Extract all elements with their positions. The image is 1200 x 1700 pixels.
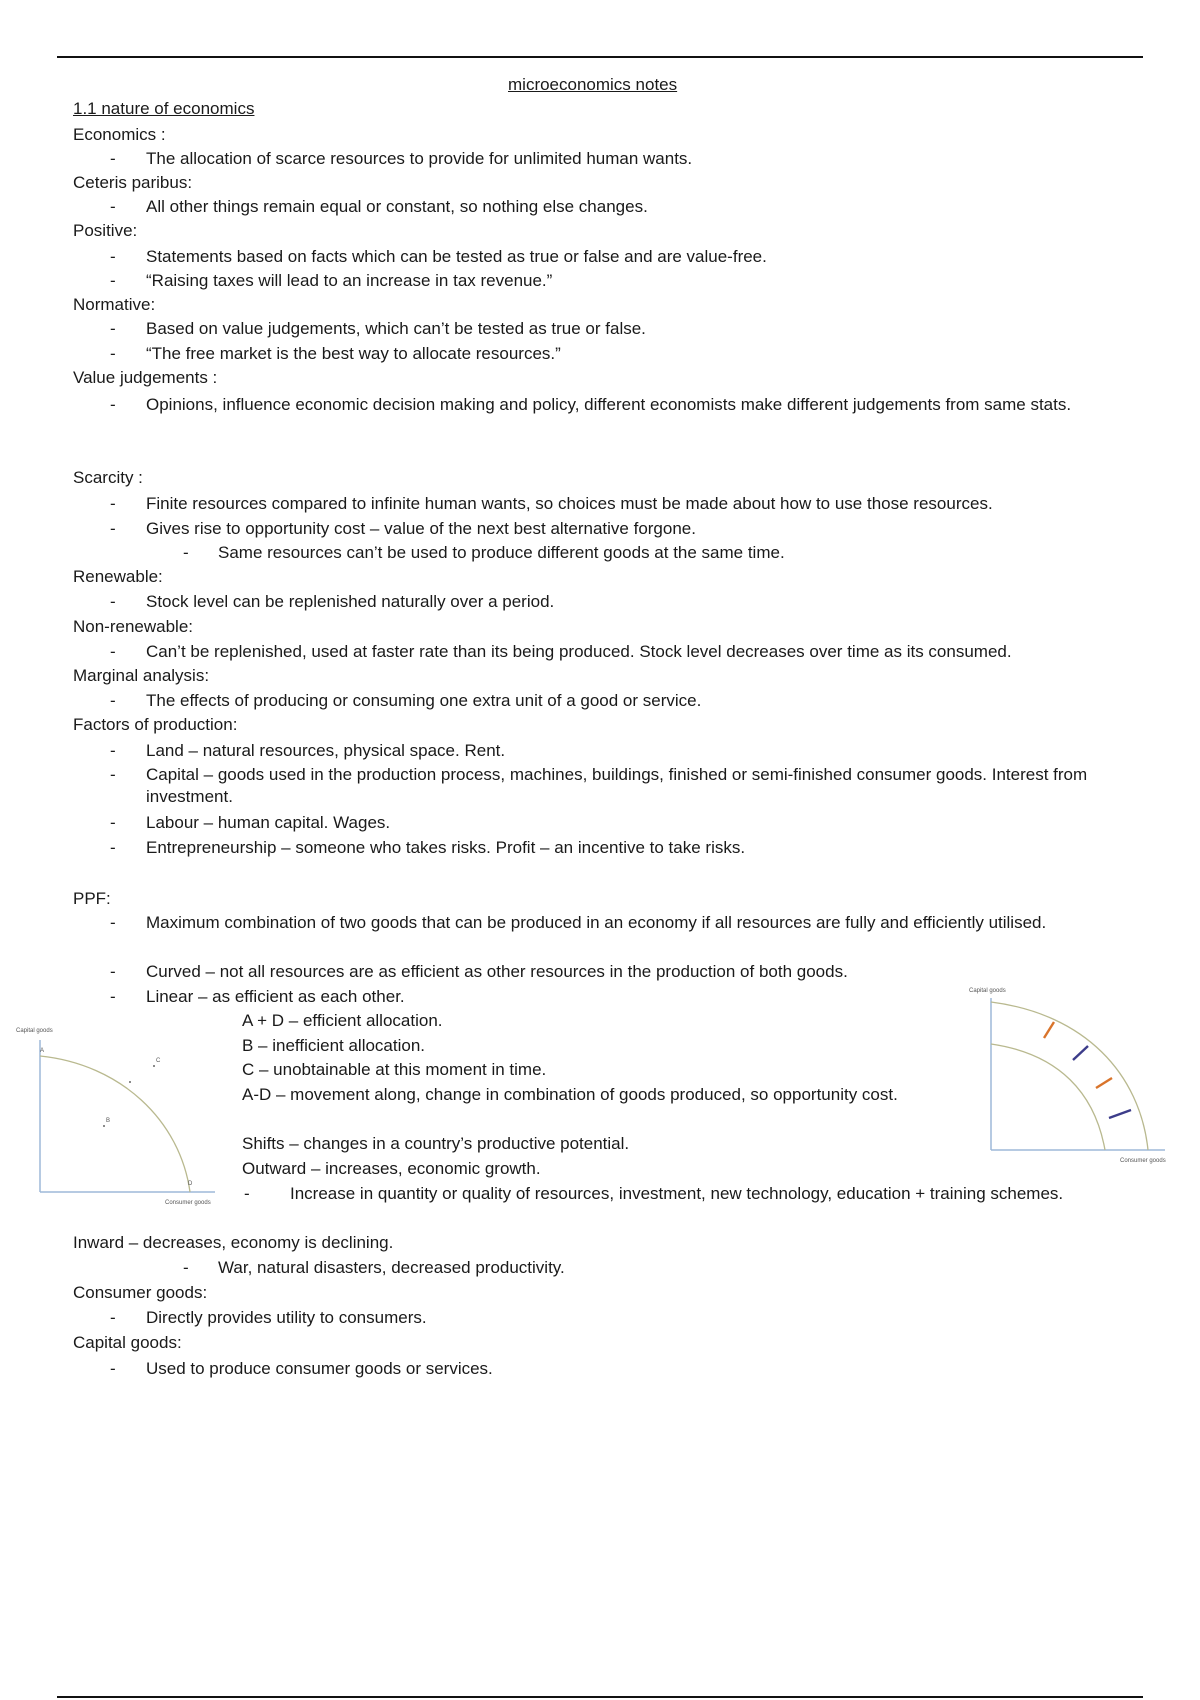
value-point-1: Opinions, influence economic decision making and policy, different economists make different judgements from same stats. (146, 395, 1072, 414)
bullet-dash: - (110, 494, 116, 513)
ppf-inner-curve (991, 1044, 1105, 1150)
bullet-dash: - (110, 691, 116, 710)
bullet-dash: - (110, 395, 116, 414)
ppf-movement: A-D – movement along, change in combination of goods produced, so opportunity cost. (242, 1085, 898, 1104)
ppf-point-curved: Curved – not all resources are as efficient as other resources in the production of both goods. (146, 962, 848, 981)
capital-point-1: Used to produce consumer goods or services. (146, 1359, 493, 1378)
bullet-dash: - (110, 642, 116, 661)
ppf-inward-detail: War, natural disasters, decreased productivity. (218, 1258, 565, 1277)
normative-point-2: “The free market is the best way to allocate resources.” (146, 344, 561, 363)
bullet-dash: - (110, 765, 116, 784)
scarcity-point-1: Finite resources compared to infinite human wants, so choices must be made about how to use those resources. (146, 494, 993, 513)
scarcity-point-2: Gives rise to opportunity cost – value of the next best alternative forgone. (146, 519, 696, 538)
bullet-dash: - (110, 149, 116, 168)
term-economics: Economics : (73, 125, 166, 144)
bullet-dash: - (110, 741, 116, 760)
point-a-label: A (40, 1048, 45, 1054)
ppf-shifts: Shifts – changes in a country’s productive potential. (242, 1134, 630, 1153)
term-marginal-analysis: Marginal analysis: (73, 666, 210, 685)
page-title: microeconomics notes (508, 75, 678, 94)
term-normative: Normative: (73, 295, 156, 314)
term-factors: Factors of production: (73, 715, 238, 734)
point-c (153, 1065, 155, 1067)
bullet-dash: - (110, 962, 116, 981)
def-ceteris: All other things remain equal or constant, so nothing else changes. (146, 197, 648, 216)
ppf-outward: Outward – increases, economic growth. (242, 1159, 541, 1178)
right-x-axis-label: Consumer goods (1120, 1158, 1166, 1164)
term-consumer-goods: Consumer goods: (73, 1283, 208, 1302)
shift-arrow-purple-1 (1073, 1046, 1088, 1060)
ppf-c: C – unobtainable at this moment in time. (242, 1060, 547, 1079)
scarcity-point-3: Same resources can’t be used to produce different goods at the same time. (218, 543, 785, 562)
bullet-dash: - (110, 1359, 116, 1378)
top-rule (57, 56, 1143, 58)
bullet-dash: - (110, 913, 116, 932)
ppf-outer-curve (991, 1002, 1148, 1150)
term-scarcity: Scarcity : (73, 468, 143, 487)
bullet-dash: - (110, 519, 116, 538)
factors-point-labour: Labour – human capital. Wages. (146, 813, 391, 832)
shift-arrow-orange-1 (1044, 1022, 1054, 1038)
section-heading: 1.1 nature of economics (73, 99, 255, 118)
term-capital-goods: Capital goods: (73, 1333, 182, 1352)
ppf-point-linear: Linear – as efficient as each other. (146, 987, 405, 1006)
left-x-axis-label: Consumer goods (165, 1200, 211, 1206)
ppf-outward-detail: Increase in quantity or quality of resources, investment, new technology, education + training schemes. (290, 1184, 1064, 1203)
term-non-renewable: Non-renewable: (73, 617, 194, 636)
term-positive: Positive: (73, 221, 138, 240)
point-mid (129, 1081, 131, 1083)
bullet-dash: - (110, 247, 116, 266)
bullet-dash: - (183, 1258, 189, 1277)
normative-point-1: Based on value judgements, which can’t be tested as true or false. (146, 319, 646, 338)
bottom-rule (57, 1696, 1143, 1698)
shift-arrow-purple-2 (1109, 1110, 1131, 1118)
point-c-label: C (156, 1058, 161, 1064)
shift-arrow-orange-2 (1096, 1078, 1112, 1088)
right-y-axis-label: Capital goods (969, 988, 1006, 994)
term-ppf: PPF: (73, 889, 111, 908)
bullet-dash: - (244, 1184, 250, 1203)
bullet-dash: - (110, 197, 116, 216)
left-ppf-curve (40, 1056, 190, 1192)
bullet-dash: - (110, 344, 116, 363)
bullet-dash: - (110, 1308, 116, 1327)
bullet-dash: - (110, 319, 116, 338)
ppf-diagram-right (965, 984, 1170, 1164)
factors-point-capital: Capital – goods used in the production process, machines, buildings, finished or semi-finished consumer goods. Interest from investment. (146, 765, 1088, 806)
bullet-dash: - (110, 271, 116, 290)
bullet-dash: - (110, 838, 116, 857)
ppf-b: B – inefficient allocation. (242, 1036, 426, 1055)
ppf-inward: Inward – decreases, economy is declining. (73, 1233, 394, 1252)
non-renewable-point-1: Can’t be replenished, used at faster rate than its being produced. Stock level decreases over time as its consumed. (146, 642, 1012, 661)
ppf-diagram-left (10, 1020, 225, 1210)
term-value-judgements: Value judgements : (73, 368, 218, 387)
term-renewable: Renewable: (73, 567, 163, 586)
factors-point-land: Land – natural resources, physical space. Rent. (146, 741, 506, 760)
bullet-dash: - (110, 987, 116, 1006)
def-economics: The allocation of scarce resources to provide for unlimited human wants. (146, 149, 693, 168)
point-b-label: B (106, 1118, 111, 1124)
ppf-point-1: Maximum combination of two goods that can be produced in an economy if all resources are fully and efficiently utilised. (146, 913, 1047, 932)
point-b (103, 1125, 105, 1127)
ppf-a-d: A + D – efficient allocation. (242, 1011, 443, 1030)
point-d-label: D (188, 1181, 193, 1187)
bullet-dash: - (110, 592, 116, 611)
positive-point-1: Statements based on facts which can be tested as true or false and are value-free. (146, 247, 767, 266)
bullet-dash: - (183, 543, 189, 562)
term-ceteris: Ceteris paribus: (73, 173, 193, 192)
bullet-dash: - (110, 813, 116, 832)
positive-point-2: “Raising taxes will lead to an increase in tax revenue.” (146, 271, 553, 290)
consumer-point-1: Directly provides utility to consumers. (146, 1308, 427, 1327)
left-y-axis-label: Capital goods (16, 1028, 53, 1034)
marginal-point-1: The effects of producing or consuming one extra unit of a good or service. (146, 691, 702, 710)
renewable-point-1: Stock level can be replenished naturally over a period. (146, 592, 555, 611)
factors-point-entrepreneurship: Entrepreneurship – someone who takes risks. Profit – an incentive to take risks. (146, 838, 746, 857)
